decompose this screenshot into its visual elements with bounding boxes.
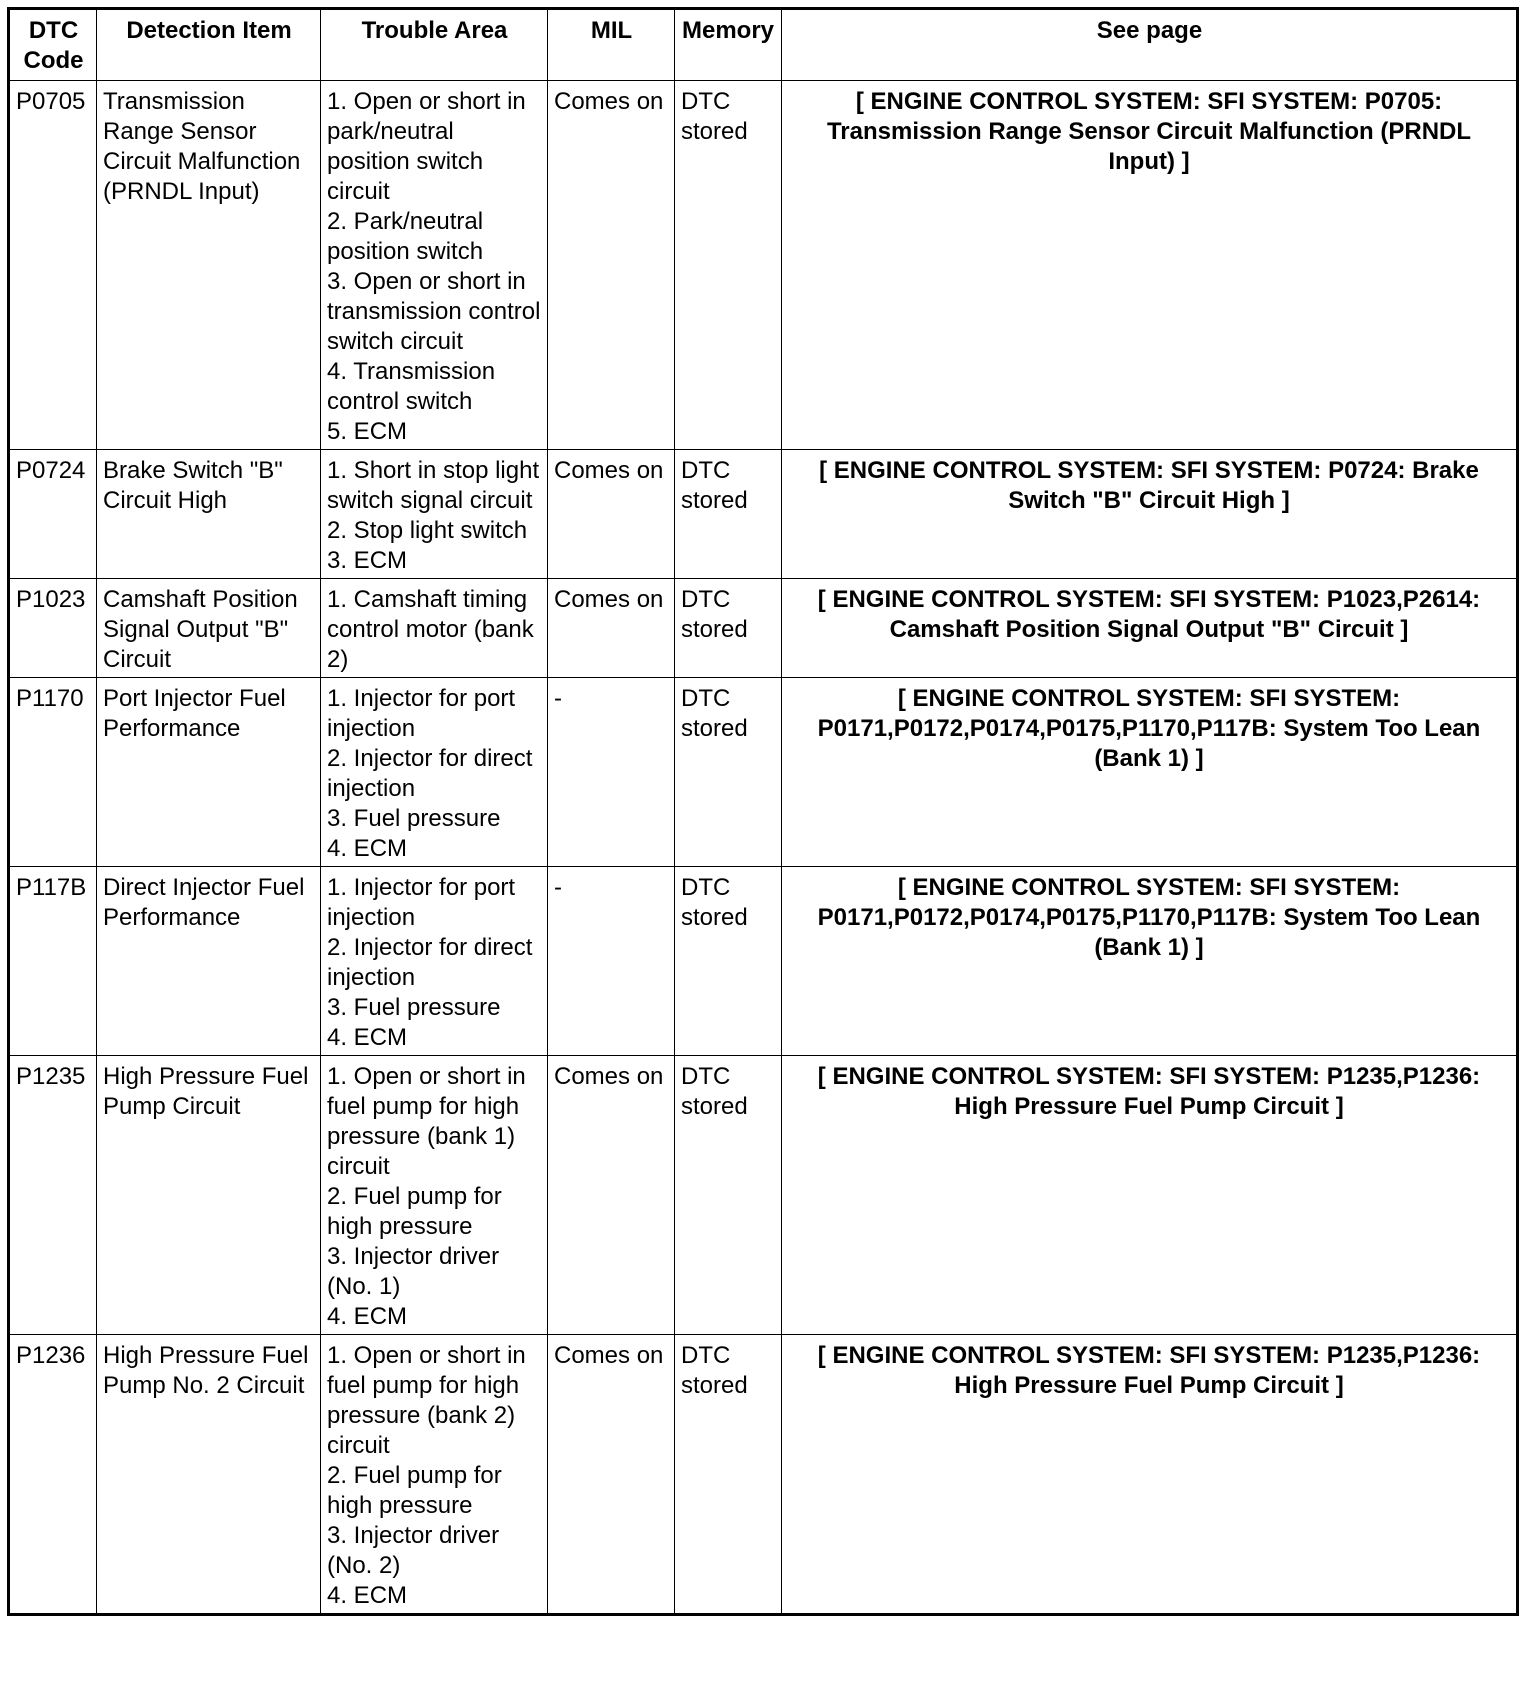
mil-cell: - bbox=[548, 678, 675, 867]
trouble-area-item: 1. Open or short in fuel pump for high pressure (bank 1) circuit bbox=[327, 1063, 526, 1180]
header-trouble-area: Trouble Area bbox=[321, 9, 548, 81]
see-page-link[interactable]: [ ENGINE CONTROL SYSTEM: SFI SYSTEM: P1235,P1236: High Pressure Fuel Pump Circuit ] bbox=[782, 1056, 1518, 1335]
memory-cell: DTC stored bbox=[675, 81, 782, 450]
table-body bbox=[9, 81, 1518, 1615]
mil-cell: Comes on bbox=[548, 1335, 675, 1615]
trouble-area-item: 3. Open or short in transmission control switch circuit bbox=[327, 268, 541, 355]
trouble-area-item: 3. ECM bbox=[327, 547, 408, 574]
trouble-area-item: 2. Stop light switch bbox=[327, 517, 528, 544]
trouble-area-cell bbox=[321, 1335, 548, 1615]
mil-cell: Comes on bbox=[548, 81, 675, 450]
trouble-area-item: 2. Fuel pump for high pressure bbox=[327, 1183, 502, 1240]
trouble-area-item: 2. Injector for direct injection bbox=[327, 745, 533, 802]
trouble-area-item: 3. Fuel pressure bbox=[327, 994, 501, 1021]
trouble-area-item: 1. Short in stop light switch signal circuit bbox=[327, 457, 540, 514]
memory-cell: DTC stored bbox=[675, 867, 782, 1056]
trouble-area-item: 1. Open or short in park/neutral position switch circuit bbox=[327, 88, 526, 205]
memory-cell: DTC stored bbox=[675, 450, 782, 579]
trouble-area-item: 2. Fuel pump for high pressure bbox=[327, 1462, 502, 1519]
table-row bbox=[9, 867, 1518, 1056]
header-see-page: See page bbox=[782, 9, 1518, 81]
detection-item-cell: Camshaft Position Signal Output "B" Circuit bbox=[97, 579, 321, 678]
trouble-area-item: 3. Injector driver (No. 2) bbox=[327, 1522, 500, 1579]
dtc-table bbox=[7, 7, 1519, 1616]
table-row bbox=[9, 81, 1518, 450]
header-mil: MIL bbox=[548, 9, 675, 81]
table-row bbox=[9, 579, 1518, 678]
table-row bbox=[9, 1335, 1518, 1615]
memory-cell: DTC stored bbox=[675, 1056, 782, 1335]
trouble-area-item: 3. Fuel pressure bbox=[327, 805, 501, 832]
header-memory: Memory bbox=[675, 9, 782, 81]
table-header bbox=[9, 9, 1518, 81]
trouble-area-cell bbox=[321, 867, 548, 1056]
detection-item-cell: Port Injector Fuel Performance bbox=[97, 678, 321, 867]
trouble-area-cell bbox=[321, 579, 548, 678]
trouble-area-cell bbox=[321, 81, 548, 450]
mil-cell: - bbox=[548, 867, 675, 1056]
trouble-area-item: 1. Camshaft timing control motor (bank 2) bbox=[327, 586, 534, 673]
trouble-area-item: 4. ECM bbox=[327, 1024, 408, 1051]
mil-cell: Comes on bbox=[548, 450, 675, 579]
trouble-area-cell bbox=[321, 1056, 548, 1335]
memory-cell: DTC stored bbox=[675, 579, 782, 678]
detection-item-cell: Transmission Range Sensor Circuit Malfunction (PRNDL Input) bbox=[97, 81, 321, 450]
memory-cell: DTC stored bbox=[675, 678, 782, 867]
table-row bbox=[9, 1056, 1518, 1335]
trouble-area-item: 4. ECM bbox=[327, 1303, 408, 1330]
trouble-area-item: 1. Injector for port injection bbox=[327, 685, 516, 742]
dtc-code-cell: P1023 bbox=[9, 579, 97, 678]
dtc-code-cell: P0724 bbox=[9, 450, 97, 579]
dtc-code-cell: P1170 bbox=[9, 678, 97, 867]
see-page-link[interactable]: [ ENGINE CONTROL SYSTEM: SFI SYSTEM: P0171,P0172,P0174,P0175,P1170,P117B: System Too Lean (Bank 1) ] bbox=[782, 678, 1518, 867]
mil-cell: Comes on bbox=[548, 579, 675, 678]
header-dtc-code: DTC Code bbox=[9, 9, 97, 81]
trouble-area-cell bbox=[321, 450, 548, 579]
trouble-area-item: 4. ECM bbox=[327, 1582, 408, 1609]
see-page-link[interactable]: [ ENGINE CONTROL SYSTEM: SFI SYSTEM: P0724: Brake Switch "B" Circuit High ] bbox=[782, 450, 1518, 579]
mil-cell: Comes on bbox=[548, 1056, 675, 1335]
trouble-area-item: 5. ECM bbox=[327, 418, 408, 445]
see-page-link[interactable]: [ ENGINE CONTROL SYSTEM: SFI SYSTEM: P1235,P1236: High Pressure Fuel Pump Circuit ] bbox=[782, 1335, 1518, 1615]
header-detection-item: Detection Item bbox=[97, 9, 321, 81]
trouble-area-item: 4. Transmission control switch bbox=[327, 358, 496, 415]
header-row bbox=[9, 9, 1518, 81]
dtc-code-cell: P0705 bbox=[9, 81, 97, 450]
see-page-link[interactable]: [ ENGINE CONTROL SYSTEM: SFI SYSTEM: P0171,P0172,P0174,P0175,P1170,P117B: System Too Lean (Bank 1) ] bbox=[782, 867, 1518, 1056]
trouble-area-item: 4. ECM bbox=[327, 835, 408, 862]
memory-cell: DTC stored bbox=[675, 1335, 782, 1615]
table-row bbox=[9, 678, 1518, 867]
detection-item-cell: Direct Injector Fuel Performance bbox=[97, 867, 321, 1056]
table-row bbox=[9, 450, 1518, 579]
dtc-code-cell: P1236 bbox=[9, 1335, 97, 1615]
dtc-code-cell: P1235 bbox=[9, 1056, 97, 1335]
trouble-area-item: 1. Injector for port injection bbox=[327, 874, 516, 931]
dtc-code-cell: P117B bbox=[9, 867, 97, 1056]
trouble-area-item: 1. Open or short in fuel pump for high pressure (bank 2) circuit bbox=[327, 1342, 526, 1459]
detection-item-cell: High Pressure Fuel Pump No. 2 Circuit bbox=[97, 1335, 321, 1615]
trouble-area-cell bbox=[321, 678, 548, 867]
detection-item-cell: High Pressure Fuel Pump Circuit bbox=[97, 1056, 321, 1335]
trouble-area-item: 2. Injector for direct injection bbox=[327, 934, 533, 991]
trouble-area-item: 2. Park/neutral position switch bbox=[327, 208, 484, 265]
trouble-area-item: 3. Injector driver (No. 1) bbox=[327, 1243, 500, 1300]
detection-item-cell: Brake Switch "B" Circuit High bbox=[97, 450, 321, 579]
see-page-link[interactable]: [ ENGINE CONTROL SYSTEM: SFI SYSTEM: P1023,P2614: Camshaft Position Signal Output "B" Circuit ] bbox=[782, 579, 1518, 678]
see-page-link[interactable]: [ ENGINE CONTROL SYSTEM: SFI SYSTEM: P0705: Transmission Range Sensor Circuit Malfunction (PRNDL Input) ] bbox=[782, 81, 1518, 450]
